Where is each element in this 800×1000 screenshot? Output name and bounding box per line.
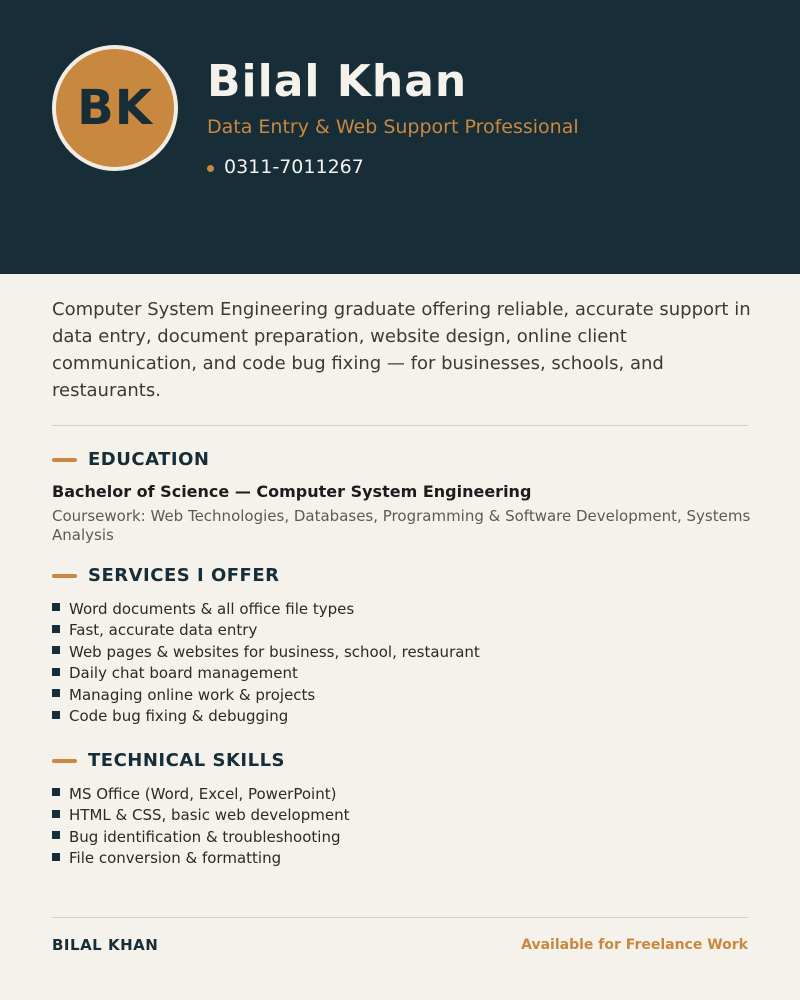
list-item (52, 706, 480, 728)
square-bullet-icon (52, 603, 60, 611)
square-bullet-icon (52, 831, 60, 839)
square-bullet-icon (52, 788, 60, 796)
services-heading (52, 565, 280, 586)
list-item (52, 805, 349, 827)
footer-name: BILAL KHAN (52, 936, 159, 954)
section-title: SERVICES I OFFER (88, 565, 280, 586)
services-list (52, 598, 480, 727)
summary-paragraph: Computer System Engineering graduate offering reliable, accurate support in data entry, document preparation, website design, online client communication, and code bug fixing — for businesses, schools, and restaurants. (52, 299, 751, 401)
list-item-text: Code bug fixing & debugging (69, 707, 289, 726)
accent-bar-icon (52, 759, 77, 763)
skills-heading (52, 750, 285, 771)
divider (52, 917, 748, 918)
list-item (52, 641, 480, 663)
square-bullet-icon (52, 689, 60, 697)
avatar: BK (52, 45, 178, 171)
skills-list (52, 783, 349, 869)
header-banner (0, 0, 800, 274)
list-item-text: HTML & CSS, basic web development (69, 806, 350, 825)
square-bullet-icon (52, 853, 60, 861)
square-bullet-icon (52, 711, 60, 719)
list-item-text: Word documents & all office file types (69, 599, 355, 618)
availability-badge: Available for Freelance Work (521, 937, 748, 953)
square-bullet-icon (52, 810, 60, 818)
list-item-text: MS Office (Word, Excel, PowerPoint) (69, 784, 337, 803)
list-item-text: Fast, accurate data entry (69, 621, 258, 640)
list-item (52, 684, 480, 706)
phone-row (207, 156, 364, 178)
job-title: Data Entry & Web Support Professional (207, 116, 579, 138)
coursework-text: Coursework: Web Technologies, Databases, Programming & Software Development, Systems Analysis (52, 507, 751, 544)
list-item-text: Bug identification & troubleshooting (69, 827, 341, 846)
accent-bar-icon (52, 458, 77, 462)
bullet-dot-icon (207, 165, 214, 172)
list-item (52, 598, 480, 620)
list-item (52, 826, 349, 848)
name-heading: Bilal Khan (207, 56, 468, 107)
section-title: EDUCATION (88, 449, 210, 470)
accent-bar-icon (52, 574, 77, 578)
list-item-text: Managing online work & projects (69, 685, 316, 704)
section-title: TECHNICAL SKILLS (88, 750, 285, 771)
list-item (52, 663, 480, 685)
list-item-text: Daily chat board management (69, 664, 298, 683)
degree-title: Bachelor of Science — Computer System Engineering (52, 482, 532, 501)
square-bullet-icon (52, 646, 60, 654)
divider (52, 425, 748, 426)
education-heading (52, 449, 209, 470)
list-item (52, 620, 480, 642)
phone-number: 0311-7011267 (224, 156, 364, 178)
list-item (52, 848, 349, 870)
list-item-text: Web pages & websites for business, school, restaurant (69, 642, 480, 661)
square-bullet-icon (52, 668, 60, 676)
list-item-text: File conversion & formatting (69, 849, 282, 868)
list-item (52, 783, 349, 805)
square-bullet-icon (52, 625, 60, 633)
